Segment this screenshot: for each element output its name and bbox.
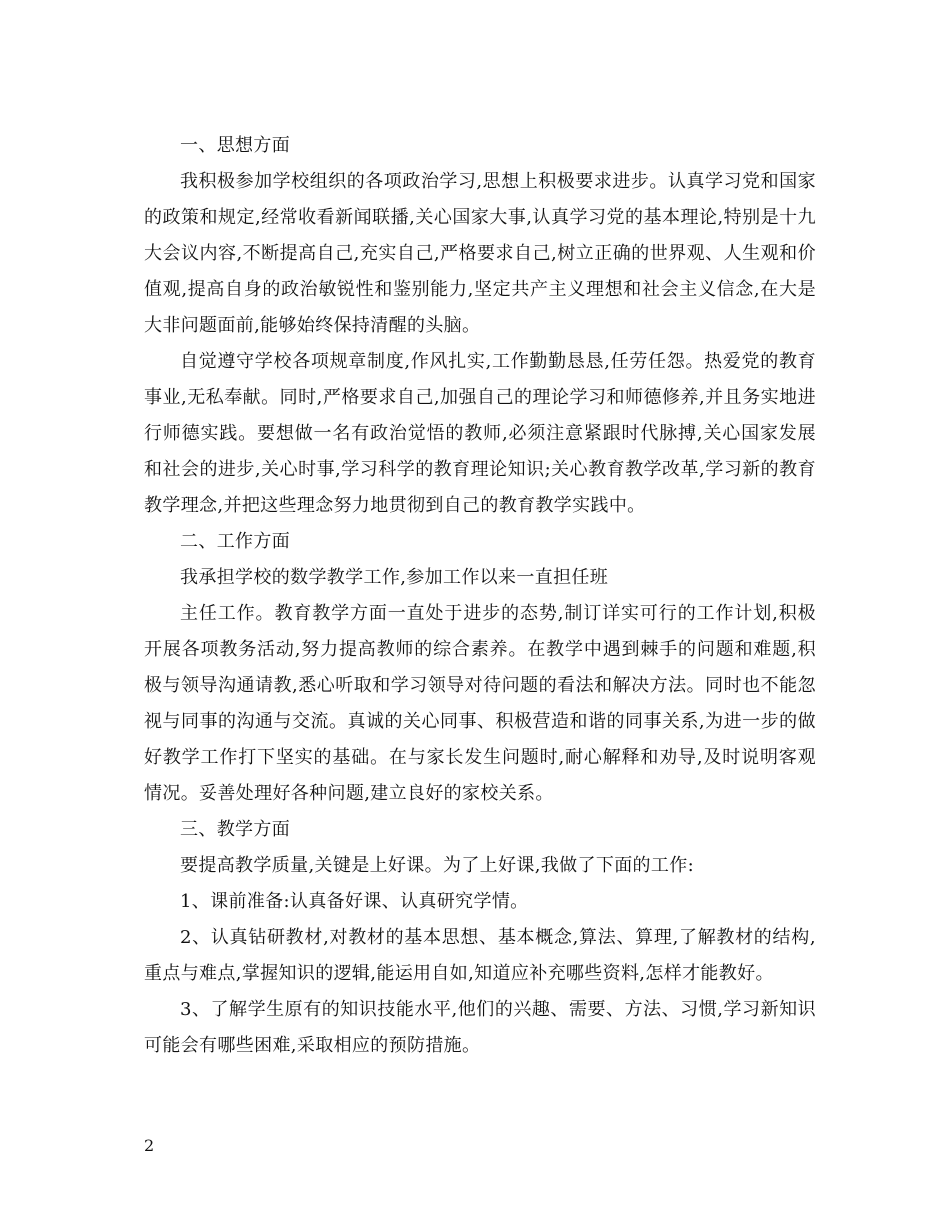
paragraph: 我积极参加学校组织的各项政治学习,思想上积极要求进步。认真学习党和国家的政策和规定,经常收看新闻联播,关心国家大事,认真学习党的基本理论,特别是十九大会议内容,不断提高自己,充实自己,严格要求自己,树立正确的世界观、人生观和价值观,提高自身的政治敏锐性和鉴别能力,坚定共产主义理想和社会主义信念,在大是大非问题面前,能够始终保持清醒的头脑。 bbox=[144, 171, 816, 336]
paragraph: 主任工作。教育教学方面一直处于进步的态势,制订详实可行的工作计划,积极开展各项教务活动,努力提高教师的综合素养。在教学中遇到棘手的问题和难题,积极与领导沟通请教,悉心听取和学习领导对待问题的看法和解决方法。同时也不能忽视与同事的沟通与交流。真诚的关心同事、积极营造和谐的同事关系,为进一步的做好教学工作打下坚实的基础。在与家长发生问题时,耐心解释和劝导,及时说明客观情况。妥善处理好各种问题,建立良好的家校关系。 bbox=[144, 603, 816, 804]
paragraph: 我承担学校的数学教学工作,参加工作以来一直担任班 bbox=[180, 567, 609, 588]
section-heading-teaching: 三、教学方面 bbox=[180, 819, 291, 840]
paragraph: 要提高教学质量,关键是上好课。为了上好课,我做了下面的工作: bbox=[180, 855, 695, 876]
section-heading-thought: 一、思想方面 bbox=[180, 135, 291, 156]
list-item: 3、了解学生原有的知识技能水平,他们的兴趣、需要、方法、习惯,学习新知识可能会有哪些困难,采取相应的预防措施。 bbox=[144, 999, 816, 1056]
page-number: 2 bbox=[144, 1136, 155, 1155]
list-item: 1、课前准备:认真备好课、认真研究学情。 bbox=[180, 891, 529, 912]
paragraph: 自觉遵守学校各项规章制度,作风扎实,工作勤勤恳恳,任劳任怨。热爱党的教育事业,无私奉献。同时,严格要求自己,加强自己的理论学习和师德修养,并且务实地进行师德实践。要想做一名有政治觉悟的教师,必须注意紧跟时代脉搏,关心国家发展和社会的进步,关心时事,学习科学的教育理论知识;关心教育教学改革,学习新的教育教学理念,并把这些理念努力地贯彻到自己的教育教学实践中。 bbox=[144, 351, 816, 516]
document-body bbox=[144, 128, 816, 1064]
list-item: 2、认真钻研教材,对教材的基本思想、基本概念,算法、算理,了解教材的结构,重点与难点,掌握知识的逻辑,能运用自如,知道应补充哪些资料,怎样才能教好。 bbox=[144, 927, 816, 984]
section-heading-work: 二、工作方面 bbox=[180, 531, 291, 552]
